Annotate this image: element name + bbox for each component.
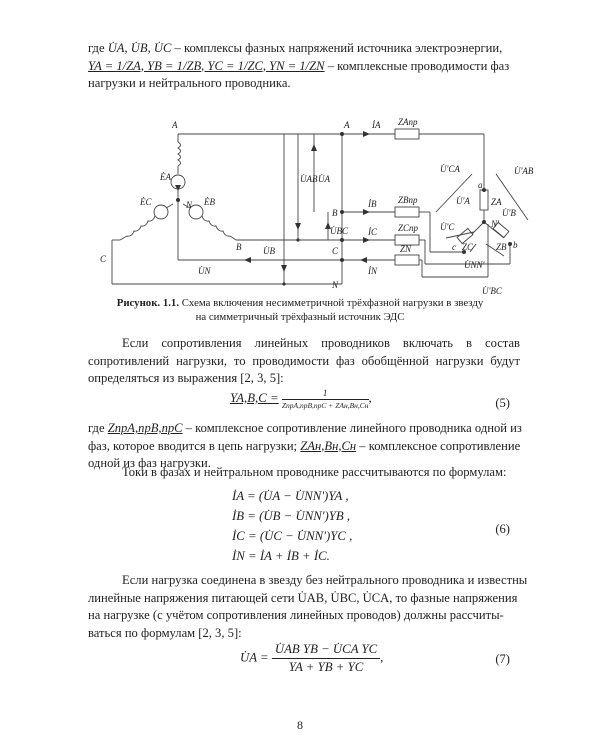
volt-UB: U̇B [263, 246, 275, 256]
volt-UN: U̇N [198, 266, 211, 276]
caption-line1: Схема включения несимметричной трёхфазной нагрузки в звезду [181, 297, 484, 309]
eq7-number: (7) [495, 652, 510, 666]
eq5-numerator: 1 [282, 388, 369, 400]
volt-UAB: U̇AB [300, 174, 318, 184]
equation-6 [232, 486, 352, 566]
node-Nprime: N' [491, 219, 499, 229]
bus-B: B [332, 208, 338, 218]
eq5-denominator: ZпрA,прB,прC + ZAн,Bн,Cн [281, 401, 369, 410]
emf-B: ĖB [204, 197, 215, 207]
paragraph-5 [88, 572, 528, 642]
node-a: a [478, 180, 483, 190]
paragraph-4: Токи в фазах и нейтральном проводнике рассчитываются по формулам: [122, 465, 507, 479]
eq6-number: (6) [495, 522, 510, 536]
eq7-denominator: YA + YB + YC [288, 660, 364, 674]
paragraph-2: Если сопротивления линейных проводников включать в состав сопротивлений нагрузки, то проводимости фаз обобщённой нагрузки будут определяться из выражения [2, 3, 5]: [88, 336, 520, 385]
eq6-row3: İC = (U̇C − U̇NN')YC , [232, 529, 353, 543]
load-Ubc: U̇'BC [482, 286, 502, 296]
para3-l1: – комплексное сопротивление линейного проводника одной из [185, 421, 522, 435]
admittance-formulas: YA = 1/ZA, YB = 1/ZB, YC = 1/ZC, YN = 1/ZN [88, 58, 325, 73]
load-Uab: U̇'AB [514, 166, 534, 176]
cur-IN: İN [368, 266, 377, 276]
para5-l1: Если нагрузка соединена в звезду без нейтрального проводника и известны [122, 573, 528, 587]
intro-line1-text: – комплексы фазных напряжений источника электроэнергии, [174, 41, 503, 55]
eq7-lhs: U̇A = [240, 650, 269, 665]
para3-l2-pre: фаз, которое вводится в цепь нагрузки; [88, 438, 298, 453]
eq5-lhs: YA,B,C = [230, 390, 279, 405]
para3-l2: – комплексное сопротивление [359, 438, 521, 453]
z-A: ZA [491, 197, 502, 207]
intro-paragraph [88, 40, 518, 93]
z-C: ZC [462, 242, 474, 252]
intro-line2-text: – комплексные проводимости фаз [327, 58, 510, 73]
para5-l3: на нагрузке (с учётом сопротивления линейных проводов) должны рассчиты- [88, 608, 504, 622]
page-number: 8 [297, 718, 303, 732]
load-Ua: U̇'A [456, 196, 470, 206]
z-B: ZB [496, 242, 507, 252]
para3-l3: одной из фаз нагрузки. [88, 456, 211, 470]
caption-line2: на симметричный трёхфазный источник ЭДС [195, 311, 405, 323]
source-voltage-symbols: U̇A, U̇B, U̇C [107, 41, 172, 55]
eq7-tail: , [380, 650, 384, 665]
z-N: ZN [400, 244, 412, 254]
z-Apr: ZAпр [398, 117, 418, 127]
emf-C: ĖC [140, 197, 152, 207]
equation-5: YA,B,C = $\frac{1}{\text{ZпрA,прB,прC + ZAн,Bн,Cн}}$ , [230, 388, 372, 410]
bus-A: A [344, 120, 350, 130]
para3-pre: где [88, 421, 105, 435]
load-Uc: U̇'C [440, 222, 455, 232]
eq7-numerator: U̇AB YB − U̇CA YC [272, 642, 380, 659]
eq6-row4: İN = İA + İB + İC. [232, 549, 330, 563]
equation-7 [240, 642, 383, 675]
cur-IC: İC [368, 227, 377, 237]
intro-line3: нагрузки и нейтрального проводника. [88, 76, 291, 90]
eq6-row1: İA = (U̇A − U̇NN')YA , [232, 489, 349, 503]
cur-IA: İA [372, 120, 381, 130]
load-Uca: U̇'CA [440, 164, 460, 174]
volt-UBC: U̇BC [330, 226, 348, 236]
eq6-row2: İB = (U̇B − U̇NN')YB , [232, 509, 351, 523]
caption-label: Рисунок. 1.1. [116, 297, 180, 309]
para5-l4: ваться по формулам [2, 3, 5]: [88, 625, 242, 640]
src-B: B [236, 242, 242, 252]
intro-pre: где [88, 41, 105, 55]
eq5-number: (5) [495, 396, 510, 410]
bus-C: C [332, 246, 339, 256]
src-C: C [100, 254, 107, 264]
load-UNN: U̇NN' [464, 260, 485, 270]
volt-UA: U̇A [318, 174, 330, 184]
load-Ub: U̇'B [502, 208, 516, 218]
emf-A: ĖA [160, 172, 171, 182]
node-b: b [513, 240, 518, 250]
circuit-diagram [0, 112, 600, 312]
bus-N: N [332, 280, 339, 290]
node-c: c [452, 242, 456, 252]
cur-IB: İB [368, 199, 377, 209]
src-N: N [186, 200, 193, 210]
para3-sym1: ZпрA,прB,прC [107, 421, 183, 435]
src-A: A [172, 120, 178, 130]
z-Bpr: ZBпр [398, 195, 418, 205]
z-Cpr: ZCпр [398, 223, 419, 233]
para5-l2: линейные напряжения питающей сети U̇AB, U̇BC, U̇CA, то фазные напряжения [88, 590, 518, 605]
figure-caption [60, 296, 540, 324]
para3-sym2: ZAн,Bн,Cн [300, 438, 357, 453]
